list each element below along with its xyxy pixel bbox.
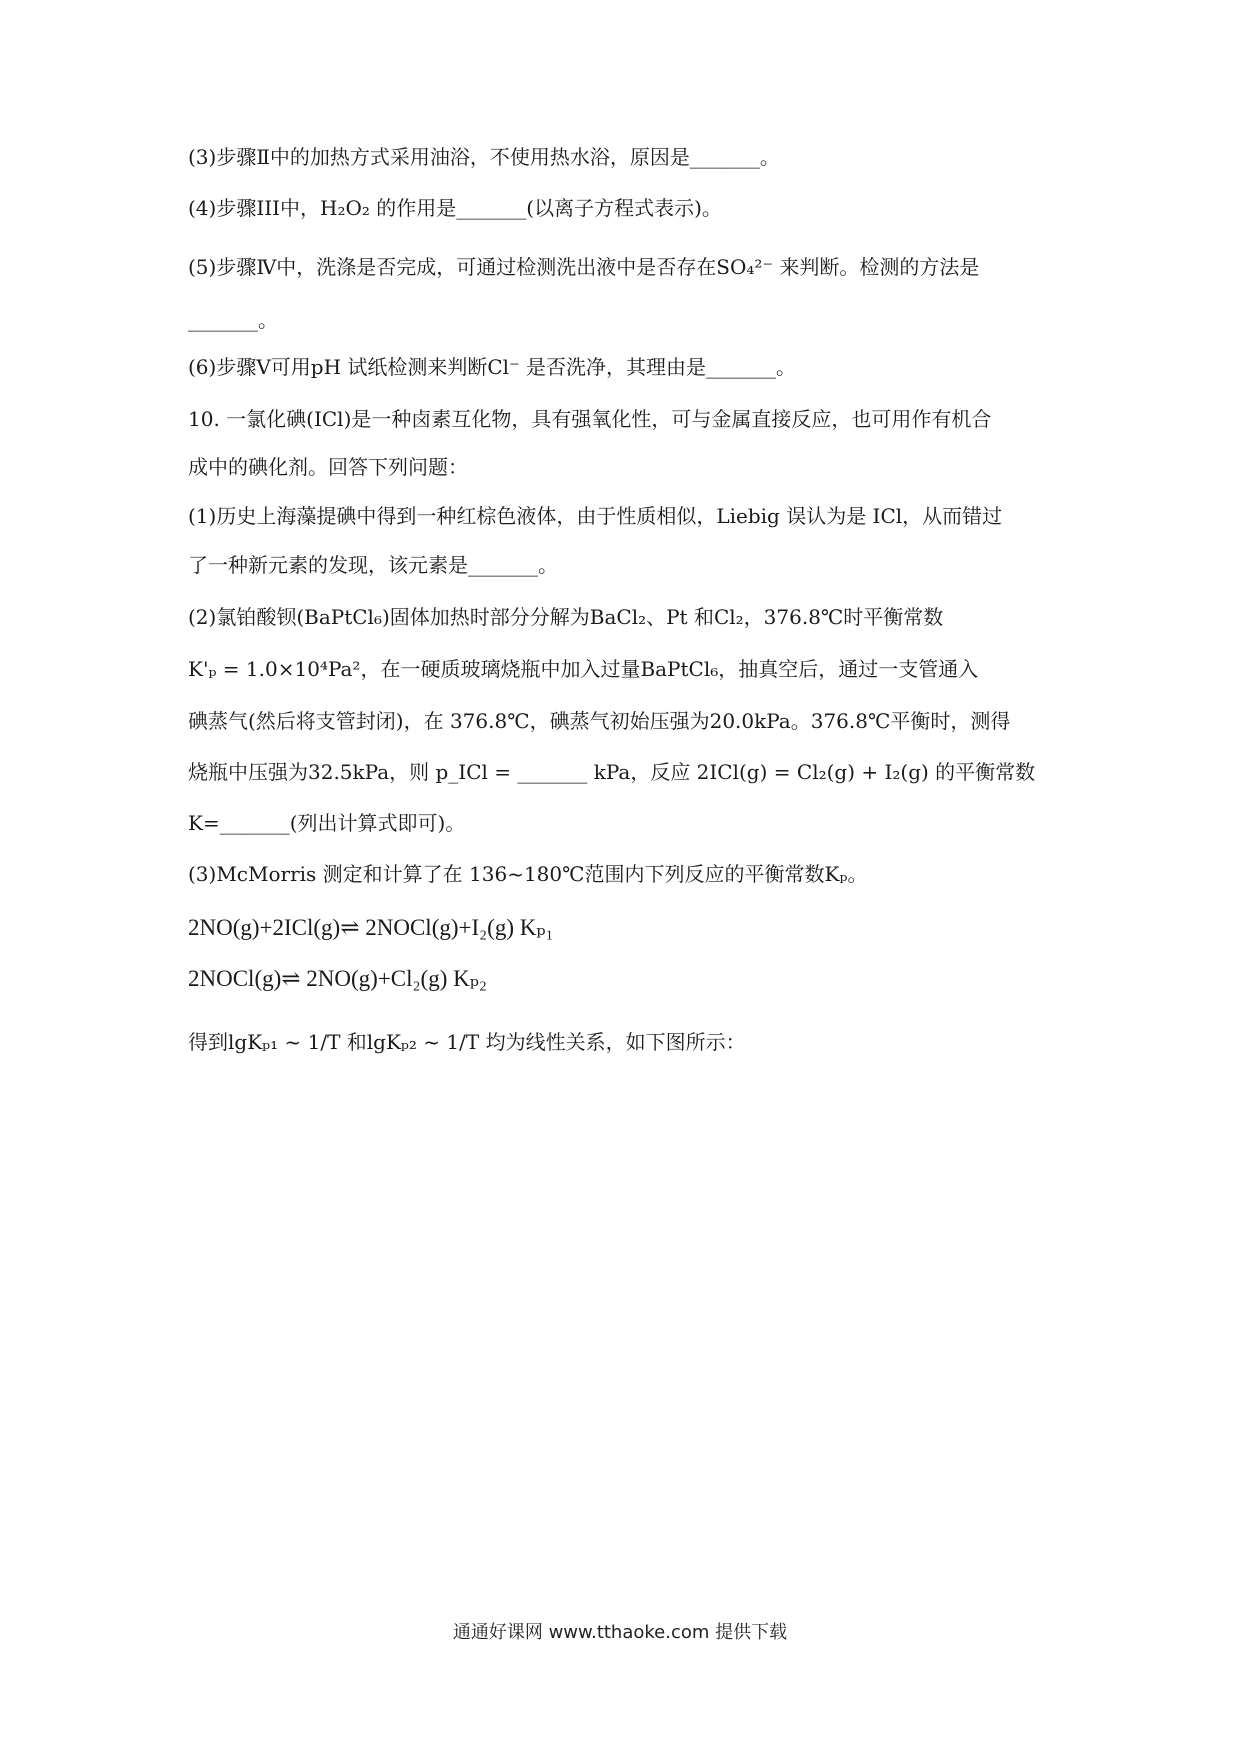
q10-part1-line1: (1)历史上海藻提碘中得到一种红棕色液体，由于性质相似，Liebig 误认为是 ICl，从而错过: [188, 504, 1003, 528]
q10-part2-line2: K'ₚ = 1.0×10⁴Pa²，在一硬质玻璃烧瓶中加入过量BaPtCl₆，抽真空后，通过一支管通入: [188, 657, 979, 681]
q9-part3: (3)步骤Ⅱ中的加热方式采用油浴，不使用热水浴，原因是_______。: [188, 145, 780, 169]
footer-credit: 通通好课网 www.tthaoke.com 提供下载: [452, 1622, 788, 1643]
q10-part1-line2: 了一种新元素的发现，该元素是_______。: [188, 553, 558, 577]
q10-part2-line1: (2)氯铂酸钡(BaPtCl₆)固体加热时部分分解为BaCl₂、Pt 和Cl₂，376.8℃时平衡常数: [188, 605, 944, 629]
reaction-1: 2NO(g)+2ICl(g)⇌ 2NOCl(g)+I₂(g) Kₚ₁: [188, 915, 554, 940]
q10-part2-line4: 烧瓶中压强为32.5kPa，则 p_ICl = _______ kPa，反应 2ICl(g) = Cl₂(g) + I₂(g) 的平衡常数: [188, 760, 1036, 784]
q9-part4: (4)步骤III中，H₂O₂ 的作用是_______(以离子方程式表示)。: [188, 196, 722, 220]
q10-part2-line5: K=_______(列出计算式即可)。: [188, 811, 466, 835]
q9-part6: (6)步骤Ⅴ可用pH 试纸检测来判断Cl⁻ 是否洗净，其理由是_______。: [188, 355, 796, 379]
q10-intro-line2: 成中的碘化剂。回答下列问题：: [188, 455, 468, 479]
q10-part3-line1: (3)McMorris 测定和计算了在 136~180℃范围内下列反应的平衡常数Kₚ。: [188, 862, 868, 886]
reaction-2: 2NOCl(g)⇌ 2NO(g)+Cl₂(g) Kₚ₂: [188, 966, 487, 991]
q10-part2-line3: 碘蒸气(然后将支管封闭)，在 376.8℃，碘蒸气初始压强为20.0kPa。376.8℃平衡时，测得: [188, 709, 1011, 733]
q9-part5: (5)步骤Ⅳ中，洗涤是否完成，可通过检测洗出液中是否存在SO₄²⁻ 来判断。检测的方法是: [188, 255, 980, 279]
q10-intro-line1: 10. 一氯化碘(ICl)是一种卤素互化物，具有强氧化性，可与金属直接反应，也可用作有机合: [188, 407, 992, 431]
q10-part3-line2: 得到lgKₚ₁ ~ 1/T 和lgKₚ₂ ~ 1/T 均为线性关系，如下图所示：: [188, 1030, 746, 1054]
q9-part5-blank: _______。: [188, 308, 278, 332]
